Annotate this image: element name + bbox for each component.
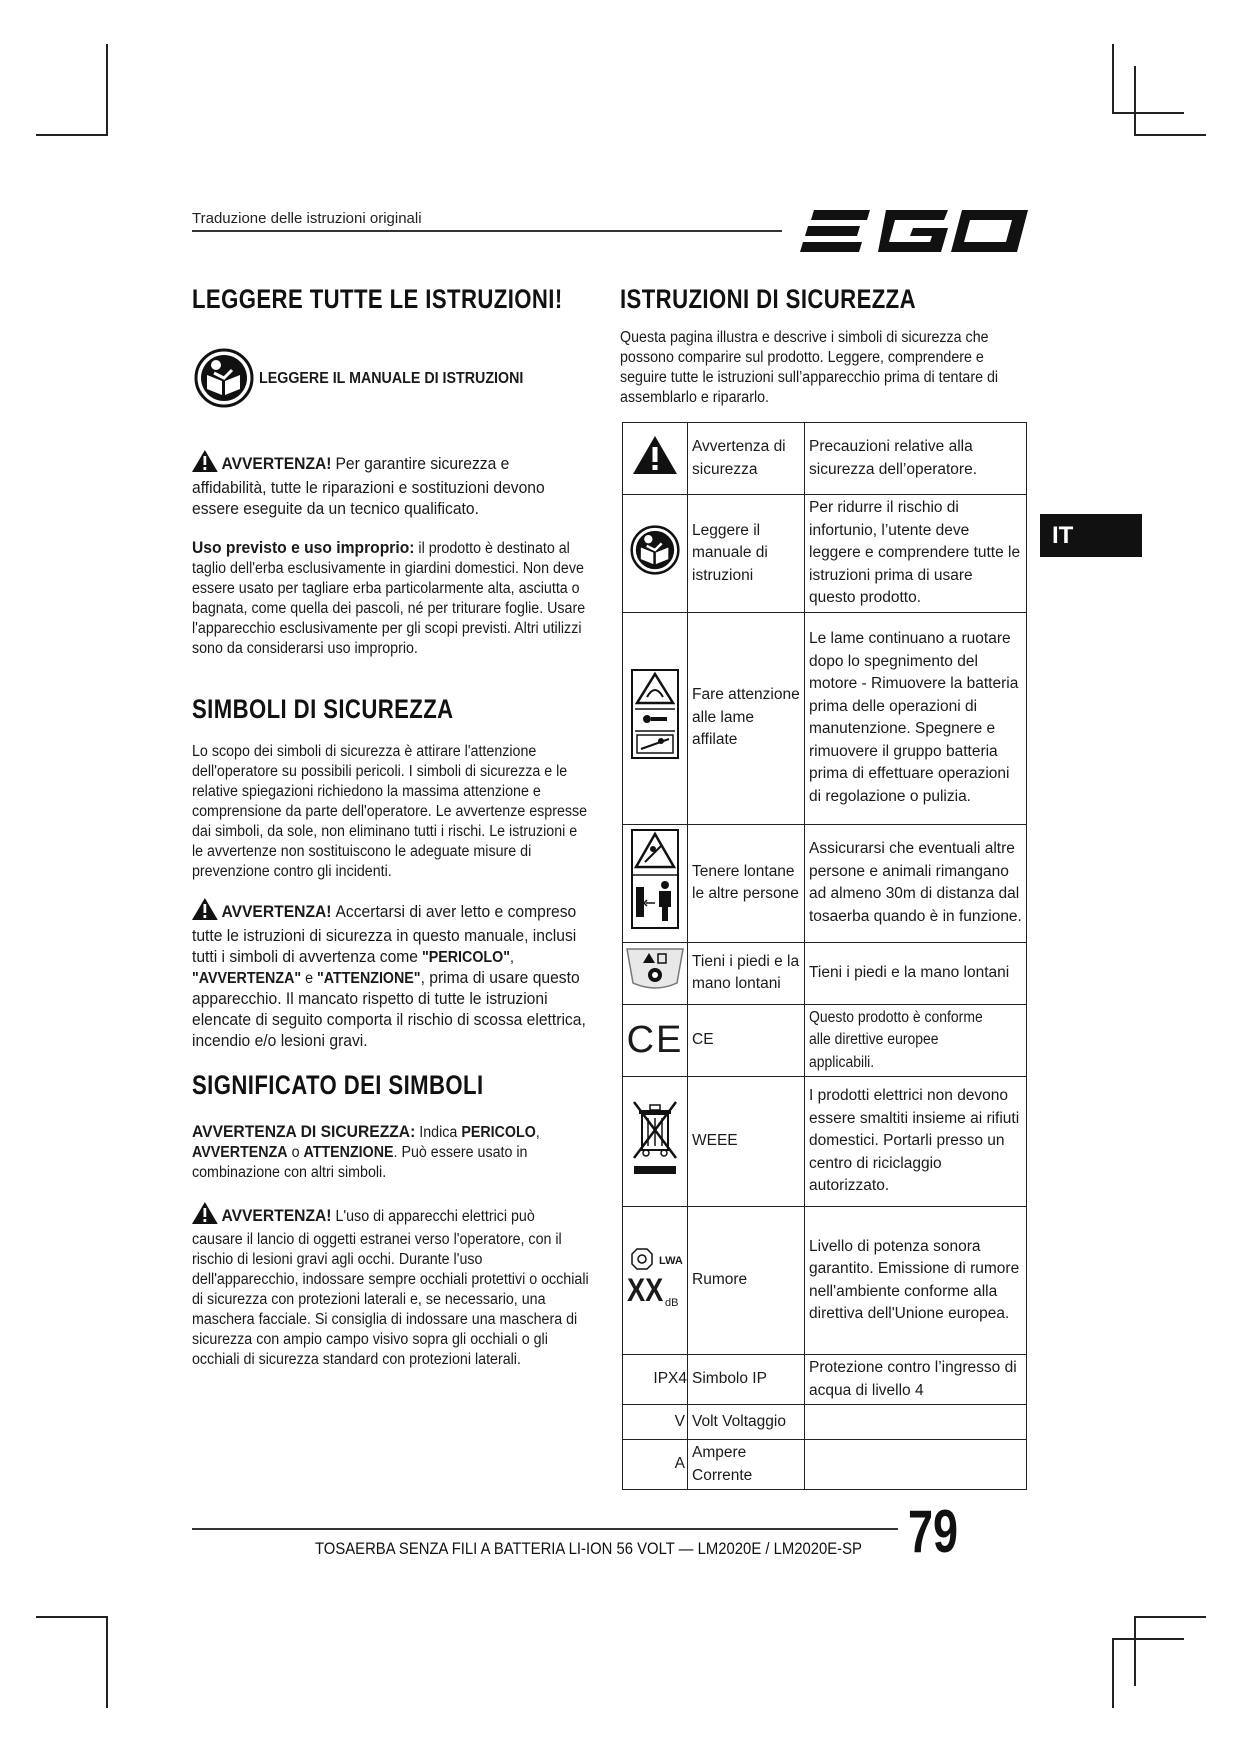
symbol-cell — [623, 423, 688, 495]
keep-bystanders-away-icon — [631, 829, 679, 929]
intended-use-text: il prodotto è destinato al taglio dell'erba esclusivamente in giardini domestici. Non deve essere usato per tagliare erba particolarmente alta, asciutta o bagnata, come quella dei pascoli, né per triturare foglie. Usare l'apparecchio esclusivamente per gli scopi previsti. Altri utilizzi sono da considerarsi uso improprio. — [192, 540, 586, 657]
warning-eye-protection — [192, 1202, 589, 1370]
table-row — [623, 942, 1027, 1004]
table-row — [623, 612, 1027, 824]
ce-mark-icon: CE — [623, 1004, 688, 1077]
crop-mark-br-v2 — [1134, 1616, 1136, 1686]
symbol-desc: I prodotti elettrici non devono essere smaltiti insieme ai rifiuti domestici. Portarli presso un centro di riciclaggio autorizzato. — [805, 1077, 1027, 1207]
warning-triangle-icon — [192, 898, 218, 926]
conjunction-e: e — [305, 970, 314, 987]
crop-mark-tr-h1 — [1112, 112, 1184, 114]
warning-text: L'uso di apparecchi elettrici può causare il lancio di oggetti estranei verso l'operatore, con il rischio di lesioni gravi agli occhi. Durante l'uso dell'apparecchio, indossare sempre occhiali protettivi o occhiali di sicurezza con protezioni laterali e, se necessario, una maschera facciale. Si consiglia di indossare una maschera di sicurezza con ampio campo visivo sopra gli occhiali o gli occhiali di sicurezza standard con protezioni laterali. — [192, 1208, 589, 1368]
crop-mark-br-v1 — [1112, 1638, 1114, 1708]
intended-use-label: Uso previsto e uso improprio: — [192, 538, 415, 557]
symbol-name: Ampere Corrente — [688, 1440, 805, 1490]
symbol-desc-cell — [805, 1004, 1027, 1077]
heading-safety-symbols: SIMBOLI DI SICUREZZA — [192, 694, 454, 724]
table-row — [623, 1207, 1027, 1355]
ipx4-symbol: IPX4 — [623, 1355, 688, 1405]
crop-mark-tr-v2 — [1134, 66, 1136, 136]
symbol-desc: Tieni i piedi e la mano lontani — [805, 942, 1027, 1004]
meaning-comma: , — [535, 1124, 540, 1141]
pericolo-word: "PERICOLO" — [421, 949, 510, 966]
safety-symbols-text: Lo scopo dei simboli di sicurezza è attirare l'attenzione dell'operatore su possibili pericoli. I simboli di sicurezza e le relative spiegazioni richiedono la massima attenzione e comprensione da parte dell'operatore. Le avvertenze espresse dai simboli, da sole, non eliminano tutti i rischi. Le istruzioni e le avvertenze non sostituiscono le adeguate misure di prevenzione contro gli incidenti. — [192, 743, 588, 880]
table-row — [623, 1440, 1027, 1490]
read-manual-label: LEGGERE IL MANUALE DI ISTRUZIONI — [259, 370, 524, 387]
warning-triangle-icon — [192, 450, 218, 478]
symbol-desc: Livello di potenza sonora garantito. Emissione di rumore nell'ambiente conforme alla direttiva dell'Unione europea. — [805, 1207, 1027, 1355]
symbol-name: Fare attenzione alle lame affilate — [688, 612, 805, 824]
crop-mark-tr-h2 — [1134, 134, 1206, 136]
footer-rule — [192, 1528, 898, 1530]
crop-mark-tr-v1 — [1112, 44, 1114, 114]
header-subtitle: Traduzione delle istruzioni originali — [192, 210, 422, 227]
warning-triangle-icon — [192, 1202, 218, 1230]
symbol-name: Simbolo IP — [688, 1355, 805, 1405]
warning-repairs — [192, 450, 588, 520]
symbols-table — [622, 422, 1027, 1490]
table-row — [623, 495, 1027, 613]
symbol-cell — [623, 495, 688, 613]
meaning-label: AVVERTENZA DI SICUREZZA: — [192, 1122, 416, 1141]
noise-unit: dB — [665, 1296, 679, 1309]
volt-symbol: V — [623, 1405, 688, 1440]
intended-use-paragraph — [192, 538, 589, 659]
symbol-desc: Protezione contro l’ingresso di acqua di livello 4 — [805, 1355, 1027, 1405]
warning-text: Per garantire sicurezza e affidabilità, tutte le riparazioni e sostituzioni devono essere eseguite da un tecnico qualificato. — [192, 454, 545, 518]
warning-text-b: , prima di usare questo apparecchio. Il mancato rispetto di tutte le istruzioni elencate di seguito comporta il rischio di scossa elettrica, incendio e/o lesioni gravi. — [192, 968, 586, 1050]
meaning-avvertenza: AVVERTENZA — [192, 1144, 288, 1161]
heading-read-all: LEGGERE TUTTE LE ISTRUZIONI! — [192, 284, 563, 314]
crop-mark-tl-h — [36, 134, 108, 136]
symbol-cell — [623, 824, 688, 942]
language-tab: IT — [1040, 514, 1142, 557]
comma: , — [509, 949, 514, 966]
symbol-name: WEEE — [688, 1077, 805, 1207]
noise-level-icon — [625, 1246, 685, 1316]
warning-label: AVVERTENZA! — [221, 454, 332, 473]
crop-mark-br-h1 — [1112, 1638, 1184, 1640]
warning-label: AVVERTENZA! — [221, 1206, 332, 1225]
noise-sub-label: LWA — [659, 1254, 683, 1267]
crop-mark-tl-v — [106, 44, 108, 136]
meaning-indica: Indica — [419, 1124, 458, 1141]
noise-value: XX — [627, 1271, 664, 1308]
ampere-symbol: A — [623, 1440, 688, 1490]
safety-instructions-intro: Questa pagina illustra e descrive i simboli di sicurezza che possono comparire sul prodotto. Leggere, comprendere e seguire tutte le istruzioni sull’apparecchio prima di tentare di assemblarlo e ripararlo. — [620, 329, 999, 406]
meaning-o: o — [291, 1144, 300, 1161]
symbol-name: Tieni i piedi e la mano lontani — [688, 942, 805, 1004]
heading-symbols-meaning: SIGNIFICATO DEI SIMBOLI — [192, 1070, 484, 1100]
symbol-desc — [805, 1440, 1027, 1490]
table-row — [623, 1004, 1027, 1077]
symbol-name: Leggere il manuale di istruzioni — [688, 495, 805, 613]
safety-warning-meaning — [192, 1122, 589, 1183]
symbol-name: Rumore — [688, 1207, 805, 1355]
table-row — [623, 824, 1027, 942]
meaning-text: . Può essere usato in combinazione con altri simboli. — [192, 1144, 528, 1181]
attenzione-word: "ATTENZIONE" — [317, 970, 421, 987]
ego-logo — [800, 206, 1030, 256]
warning-read-instructions — [192, 898, 589, 1052]
symbol-desc: Le lame continuano a ruotare dopo lo spegnimento del motore - Rimuovere la batteria prima delle operazioni di manutenzione. Spegnere e rimuovere il gruppo batteria prima di effettuare operazioni di regolazione o pulizia. — [805, 612, 1027, 824]
table-row — [623, 1405, 1027, 1440]
symbol-desc: Per ridurre il rischio di infortunio, l’utente deve leggere e comprendere tutte le istruzioni prima di usare questo prodotto. — [805, 495, 1027, 613]
symbol-name: Volt Voltaggio — [688, 1405, 805, 1440]
symbol-cell — [623, 1207, 688, 1355]
avvertenza-word: "AVVERTENZA" — [192, 970, 302, 987]
crop-mark-bl-h — [36, 1616, 108, 1618]
symbol-name: Tenere lontane le altre persone — [688, 824, 805, 942]
symbol-name: CE — [688, 1004, 805, 1077]
safety-alert-icon — [632, 435, 678, 475]
symbol-cell — [623, 612, 688, 824]
table-row — [623, 423, 1027, 495]
symbol-desc — [805, 1405, 1027, 1440]
meaning-pericolo: PERICOLO — [461, 1124, 536, 1141]
sharp-blades-icon — [631, 669, 679, 759]
header-rule — [192, 230, 782, 232]
symbol-desc: Precauzioni relative alla sicurezza dell’operatore. — [805, 423, 1027, 495]
read-manual-icon — [630, 525, 680, 575]
warning-label: AVVERTENZA! — [221, 902, 332, 921]
warning-text-a: Accertarsi di aver letto e compreso tutte le istruzioni di sicurezza in questo manuale, inclusi tutti i simboli di avvertenza come — [192, 902, 577, 966]
footer-title: TOSAERBA SENZA FILI A BATTERIA LI-ION 56 VOLT — LM2020E / LM2020E-SP — [315, 1540, 862, 1558]
symbol-desc: Assicurarsi che eventuali altre persone e animali rimangano ad almeno 30m di distanza dal tosaerba quando è in funzione. — [805, 824, 1027, 942]
heading-safety-instructions: ISTRUZIONI DI SICUREZZA — [620, 284, 917, 314]
crop-mark-bl-v — [106, 1616, 108, 1708]
symbol-desc: Questo prodotto è conforme alle direttive europee applicabili. — [809, 1008, 983, 1071]
symbol-cell — [623, 1077, 688, 1207]
read-manual-icon — [194, 348, 254, 413]
keep-hands-feet-away-icon — [625, 947, 685, 991]
symbol-cell — [623, 942, 688, 1004]
weee-bin-icon — [630, 1098, 680, 1178]
page-number: 79 — [908, 1498, 959, 1565]
crop-mark-br-h2 — [1134, 1616, 1206, 1618]
noise-source-icon — [631, 1248, 653, 1270]
meaning-attenzione: ATTENZIONE — [303, 1144, 394, 1161]
symbol-name: Avvertenza di sicurezza — [688, 423, 805, 495]
table-row — [623, 1355, 1027, 1405]
table-row — [623, 1077, 1027, 1207]
